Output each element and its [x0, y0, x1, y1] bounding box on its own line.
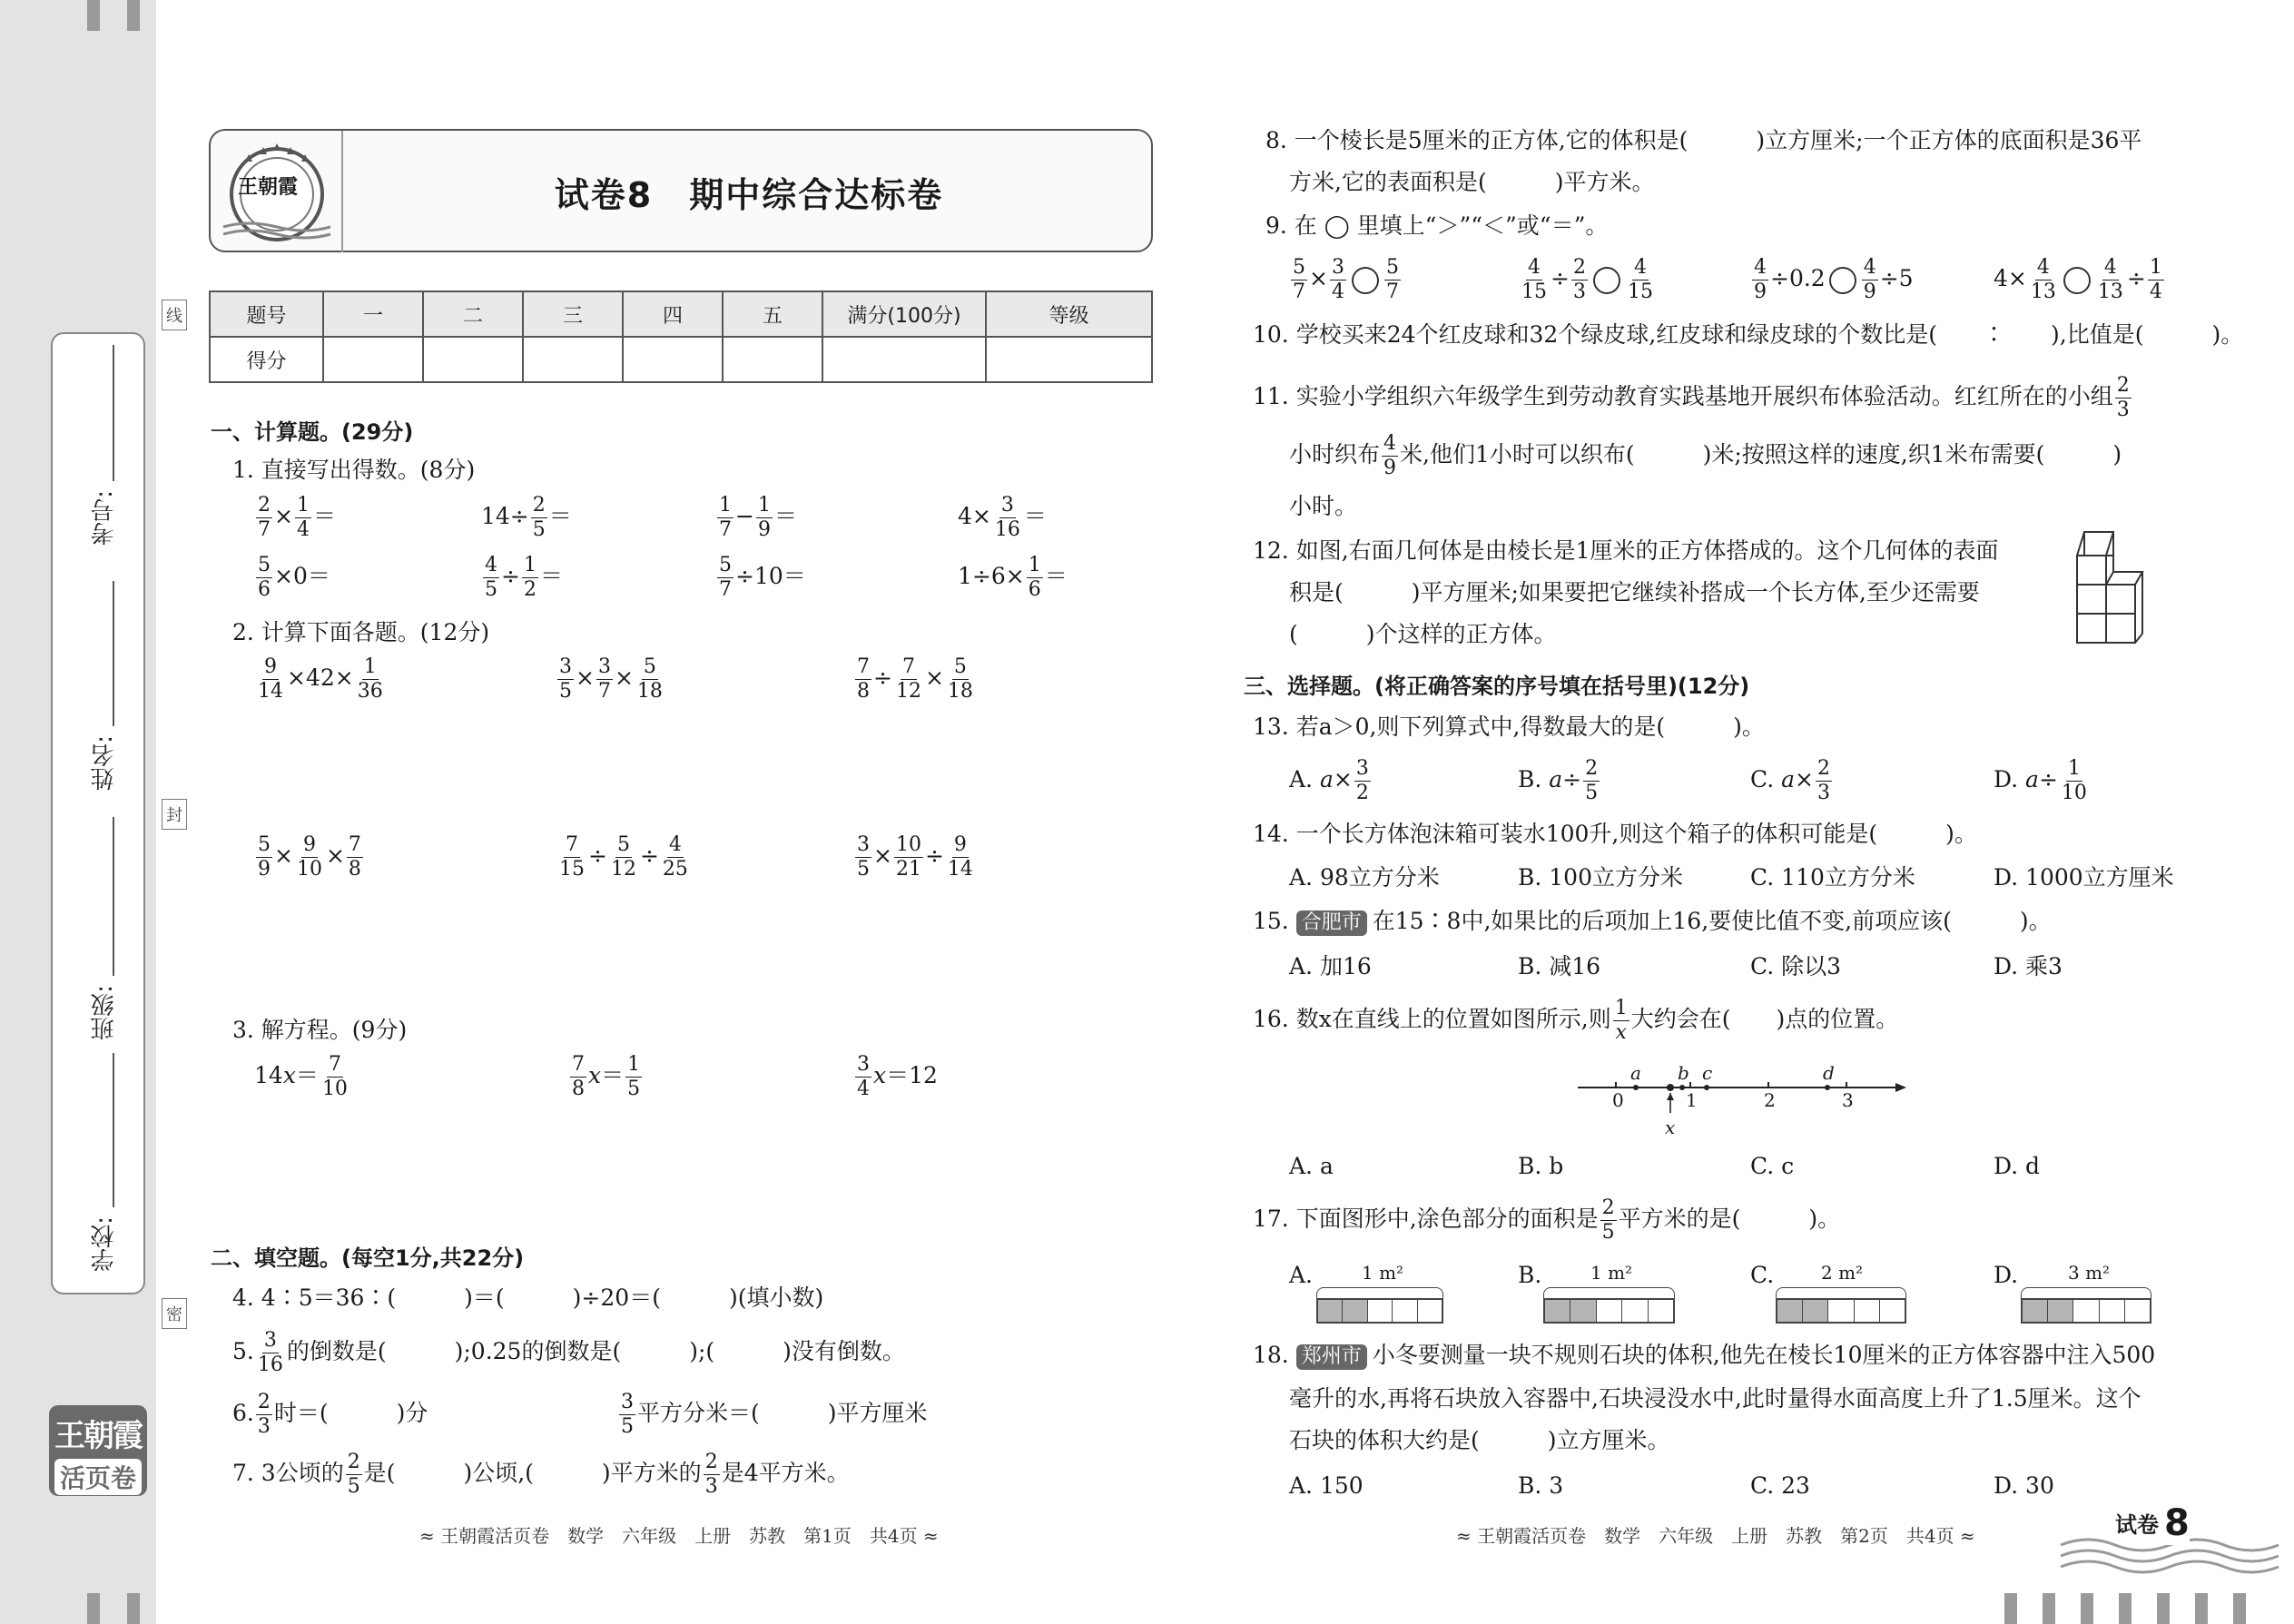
- point-b: b: [1678, 1062, 1689, 1084]
- q16-option-a[interactable]: A. a: [1289, 1153, 1334, 1179]
- q14-option-c[interactable]: C. 110立方分米: [1750, 864, 1915, 891]
- q2-item: $\frac{5}{9}$ × $\frac{9}{10}$ × $\frac{7}{8}$: [258, 833, 361, 881]
- score-cell[interactable]: [986, 337, 1152, 382]
- q1-item: $\frac{1}{7}$ − $\frac{1}{9}$ ＝: [719, 494, 797, 541]
- q18-line3: 石块的体积大约是( )立方厘米。: [1289, 1427, 1670, 1453]
- q14-option-a[interactable]: A. 98立方分米: [1289, 864, 1440, 891]
- bottom-mark: [2157, 1593, 2170, 1624]
- section-1-heading: 一、计算题。(29分): [211, 419, 414, 445]
- name-label: 姓名:: [91, 735, 118, 791]
- q3-item: $\frac{3}{4}$ x＝12: [857, 1053, 938, 1100]
- q1-item: $\frac{5}{7}$ ÷10＝: [719, 554, 806, 601]
- q11-line3: 小时。: [1289, 493, 1358, 519]
- q1-item: 14÷ $\frac{2}{5}$ ＝: [481, 494, 572, 541]
- bottom-mark: [2004, 1593, 2017, 1624]
- compare-circle[interactable]: [1352, 267, 1379, 294]
- page-title: 试卷8 期中综合达标卷: [554, 174, 944, 215]
- q13: 13. 若a＞0,则下列算式中,得数最大的是( )。: [1253, 714, 1765, 740]
- q16-option-d[interactable]: D. d: [1994, 1153, 2041, 1179]
- q17-unit-d: 3 m²: [2068, 1262, 2111, 1284]
- q17-bar-a: [1316, 1298, 1443, 1324]
- bottom-mark: [2119, 1593, 2132, 1624]
- q18-line2: 毫升的水,再将石块放入容器中,石块浸没水中,此时量得水面高度上升了1.5厘米。这个: [1289, 1385, 2141, 1412]
- score-header: 五: [723, 291, 822, 337]
- score-header: 满分(100分): [822, 291, 986, 337]
- q18-option-d[interactable]: D. 30: [1994, 1472, 2054, 1499]
- q11-line2: 小时织布 $\frac{4}{9}$ 米,他们1小时可以织布( )米;按照这样的速度,织1米布需要( ): [1289, 432, 2122, 479]
- q8-line2: 方米,它的表面积是( )平方米。: [1289, 169, 1655, 195]
- score-header: 等级: [986, 291, 1152, 337]
- q15-option-a[interactable]: A. 加16: [1289, 953, 1372, 979]
- score-header: 四: [623, 291, 723, 337]
- q1-title: 1. 直接写出得数。(8分): [232, 457, 476, 483]
- score-row-label: 得分: [210, 337, 323, 382]
- school-label: 学校:: [91, 1216, 118, 1272]
- seal-text: 王朝霞: [238, 176, 299, 199]
- brand-line1: 王朝霞: [54, 1418, 142, 1454]
- score-cell[interactable]: [523, 337, 623, 382]
- q15: 15. 合肥市 在15∶8中,如果比的后项加上16,要使比值不变,前项应该( )。: [1253, 908, 2052, 936]
- q12-line2: 积是( )平方厘米;如果要把它继续补搭成一个长方体,至少还需要: [1289, 579, 1980, 605]
- score-cell[interactable]: [723, 337, 822, 382]
- student-info-card: [51, 332, 145, 1294]
- exam-no-label: 考号:: [91, 490, 118, 546]
- bottom-mark: [2195, 1593, 2208, 1624]
- name-field[interactable]: [113, 581, 114, 726]
- score-header: 一: [323, 291, 423, 337]
- q17-bar-c: [1776, 1298, 1906, 1324]
- q17-option-b[interactable]: B.: [1518, 1262, 1542, 1288]
- brace: [1776, 1287, 1906, 1298]
- tick-2: 2: [1764, 1089, 1776, 1111]
- left-footer: ≈ 王朝霞活页卷 数学 六年级 上册 苏教 第1页 共4页 ≈: [419, 1525, 939, 1547]
- q1-item: 4× $\frac{3}{16}$ ＝: [958, 494, 1047, 541]
- right-footer: ≈ 王朝霞活页卷 数学 六年级 上册 苏教 第2页 共4页 ≈: [1456, 1525, 1975, 1547]
- school-field[interactable]: [113, 1053, 114, 1207]
- cube-stack-figure: [2072, 525, 2171, 652]
- exam-no-field[interactable]: [113, 345, 114, 481]
- score-header: 三: [523, 291, 623, 337]
- q15-option-c[interactable]: C. 除以3: [1750, 953, 1842, 979]
- q1-item: $\frac{2}{7}$ × $\frac{1}{4}$ ＝: [258, 494, 336, 541]
- q2-title: 2. 计算下面各题。(12分): [232, 619, 490, 645]
- point-a: a: [1630, 1062, 1641, 1084]
- q15-option-d[interactable]: D. 乘3: [1994, 953, 2063, 979]
- class-field[interactable]: [113, 817, 114, 976]
- q2-item: $\frac{3}{5}$ × $\frac{3}{7}$ × $\frac{5}{18}$: [559, 655, 663, 703]
- bind-mark-secret: 密: [162, 1298, 187, 1329]
- top-mark: [87, 0, 100, 31]
- compare-circle[interactable]: [1593, 267, 1620, 294]
- compare-circle[interactable]: [1829, 267, 1856, 294]
- q17: 17. 下面图形中,涂色部分的面积是 $\frac{2}{5}$ 平方米的是( )。: [1253, 1196, 1841, 1244]
- score-header-row: [210, 291, 1152, 337]
- q1-item: $\frac{4}{5}$ ÷ $\frac{1}{2}$ ＝: [485, 554, 563, 601]
- tick-1: 1: [1686, 1089, 1698, 1111]
- q2-item: $\frac{9}{14}$ ×42× $\frac{1}{36}$: [258, 655, 383, 703]
- q9: 9. 在 ◯ 里填上“＞”“＜”或“＝”。: [1265, 212, 1609, 239]
- section-3-heading: 三、选择题。(将正确答案的序号填在括号里)(12分): [1244, 674, 1750, 699]
- divider: [341, 131, 343, 252]
- q4: 4. 4∶5＝36∶( )＝( )÷20＝( )(填小数): [232, 1284, 824, 1311]
- q3-item: 14x＝ $\frac{7}{10}$: [254, 1053, 348, 1100]
- q13-option-b[interactable]: B. a÷ $\frac{2}{5}$: [1518, 757, 1599, 804]
- q12-line1: 12. 如图,右面几何体是由棱长是1厘米的正方体搭成的。这个几何体的表面: [1253, 537, 1999, 564]
- corner-label: 试卷: [2115, 1512, 2159, 1538]
- q14-option-b[interactable]: B. 100立方分米: [1518, 864, 1683, 891]
- brand-line2: 活页卷: [54, 1459, 142, 1495]
- brace: [1543, 1287, 1675, 1298]
- q10: 10. 学校买来24个红皮球和32个绿皮球,红皮球和绿皮球的个数比是( ∶ ),比值是( )。: [1253, 321, 2244, 348]
- corner-number: 8: [2164, 1502, 2190, 1544]
- point-d: d: [1823, 1062, 1835, 1084]
- q12-line3: ( )个这样的正方体。: [1289, 621, 1557, 647]
- q8-line1: 8. 一个棱长是5厘米的正方体,它的体积是( )立方厘米;一个正方体的底面积是36平: [1265, 127, 2142, 153]
- q14-option-d[interactable]: D. 1000立方厘米: [1994, 864, 2174, 891]
- q9-item: 4× $\frac{4}{13}$ $\frac{4}{13}$ ÷ $\frac{1}{4}$: [1994, 256, 2162, 303]
- q17-bar-d: [2021, 1298, 2151, 1324]
- q1-item: 1÷6× $\frac{1}{6}$ ＝: [958, 554, 1068, 601]
- q9-item: $\frac{4}{9}$ ÷0.2 $\frac{4}{9}$ ÷5: [1754, 256, 1914, 303]
- q3-title: 3. 解方程。(9分): [232, 1017, 408, 1043]
- q11-line1: 11. 实验小学组织六年级学生到劳动教育实践基地开展织布体验活动。红红所在的小组 $\frac{2}{3}$: [1253, 374, 2130, 421]
- tick-0: 0: [1612, 1089, 1624, 1111]
- score-cell[interactable]: [423, 337, 523, 382]
- point-c: c: [1702, 1062, 1713, 1084]
- bottom-mark: [87, 1593, 100, 1624]
- bottom-mark: [2043, 1593, 2055, 1624]
- q2-item: $\frac{7}{8}$ ÷ $\frac{7}{12}$ × $\frac{5}{18}$: [857, 655, 973, 703]
- q13-option-a[interactable]: A. a× $\frac{3}{2}$: [1289, 757, 1369, 804]
- score-cell[interactable]: [323, 337, 423, 382]
- q5: 5. $\frac{3}{16}$ 的倒数是( );0.25的倒数是( );( )没有倒数。: [232, 1329, 905, 1376]
- q9-item: $\frac{4}{15}$ ÷ $\frac{2}{3}$ $\frac{4}{15}$: [1521, 256, 1653, 303]
- q14: 14. 一个长方体泡沫箱可装水100升,则这个箱子的体积可能是( )。: [1253, 821, 1977, 847]
- q2-item: $\frac{7}{15}$ ÷ $\frac{5}{12}$ ÷ $\frac{4}{25}$: [559, 833, 688, 881]
- q17-option-a[interactable]: A.: [1289, 1262, 1314, 1288]
- q13-option-c[interactable]: C. a× $\frac{2}{3}$: [1750, 757, 1830, 804]
- q9-item: $\frac{5}{7}$ × $\frac{3}{4}$ $\frac{5}{7}$: [1293, 256, 1399, 303]
- bottom-mark: [2233, 1593, 2246, 1624]
- bind-mark-line: 线: [162, 300, 187, 330]
- q2-item: $\frac{3}{5}$ × $\frac{10}{21}$ ÷ $\frac{9}{14}$: [857, 833, 973, 881]
- q17-option-d[interactable]: D.: [1994, 1262, 2019, 1288]
- q15-option-b[interactable]: B. 减16: [1518, 953, 1601, 979]
- q13-option-d[interactable]: D. a÷ $\frac{1}{10}$: [1994, 757, 2087, 804]
- q18-option-a[interactable]: A. 150: [1289, 1472, 1364, 1499]
- q18-option-b[interactable]: B. 3: [1518, 1472, 1564, 1499]
- score-header: 二: [423, 291, 523, 337]
- score-table: [209, 290, 1153, 383]
- title-banner: [209, 129, 1153, 252]
- q18-option-c[interactable]: C. 23: [1750, 1472, 1810, 1499]
- region-tag: 郑州市: [1296, 1344, 1367, 1370]
- region-tag: 合肥市: [1296, 910, 1367, 936]
- brace: [2021, 1287, 2151, 1298]
- compare-circle[interactable]: [2063, 267, 2091, 294]
- q6-part2: $\frac{3}{5}$ 平方分米＝( )平方厘米: [621, 1391, 928, 1438]
- q17-bar-b: [1543, 1298, 1675, 1324]
- bind-mark-seal: 封: [162, 799, 187, 830]
- q6: 6. $\frac{2}{3}$ 时＝( )分: [232, 1391, 428, 1438]
- brand-logo: [49, 1405, 147, 1496]
- bottom-mark: [2081, 1593, 2093, 1624]
- q17-unit-b: 1 m²: [1590, 1262, 1633, 1284]
- score-cell[interactable]: [822, 337, 986, 382]
- score-cell[interactable]: [623, 337, 723, 382]
- score-header: 题号: [210, 291, 323, 337]
- brace: [1316, 1287, 1443, 1298]
- q16-option-c[interactable]: C. c: [1750, 1153, 1795, 1179]
- q17-unit-a: 1 m²: [1362, 1262, 1404, 1284]
- q1-item: $\frac{5}{6}$ ×0＝: [258, 554, 330, 601]
- bottom-mark: [127, 1593, 140, 1624]
- q16-option-b[interactable]: B. b: [1518, 1153, 1564, 1179]
- top-mark: [127, 0, 140, 31]
- tick-3: 3: [1842, 1089, 1854, 1111]
- point-x-label: x: [1665, 1117, 1676, 1138]
- q7: 7. 3公顷的 $\frac{2}{5}$ 是( )公顷,( )平方米的 $\frac{2}{3}$ 是4平方米。: [232, 1451, 850, 1498]
- q16: 16. 数x在直线上的位置如图所示,则 $\frac{1}{x}$ 大约会在( )点的位置。: [1253, 997, 1899, 1044]
- q17-unit-c: 2 m²: [1821, 1262, 1864, 1284]
- q17-option-c[interactable]: C.: [1750, 1262, 1775, 1288]
- q18-line1: 18. 郑州市 小冬要测量一块不规则石块的体积,他先在棱长10厘米的正方体容器中注入500: [1253, 1342, 2155, 1370]
- section-2-heading: 二、填空题。(每空1分,共22分): [211, 1245, 525, 1271]
- score-row: [210, 337, 1152, 382]
- q3-item: $\frac{7}{8}$ x＝ $\frac{1}{5}$: [572, 1053, 641, 1100]
- class-label: 班级:: [91, 985, 118, 1040]
